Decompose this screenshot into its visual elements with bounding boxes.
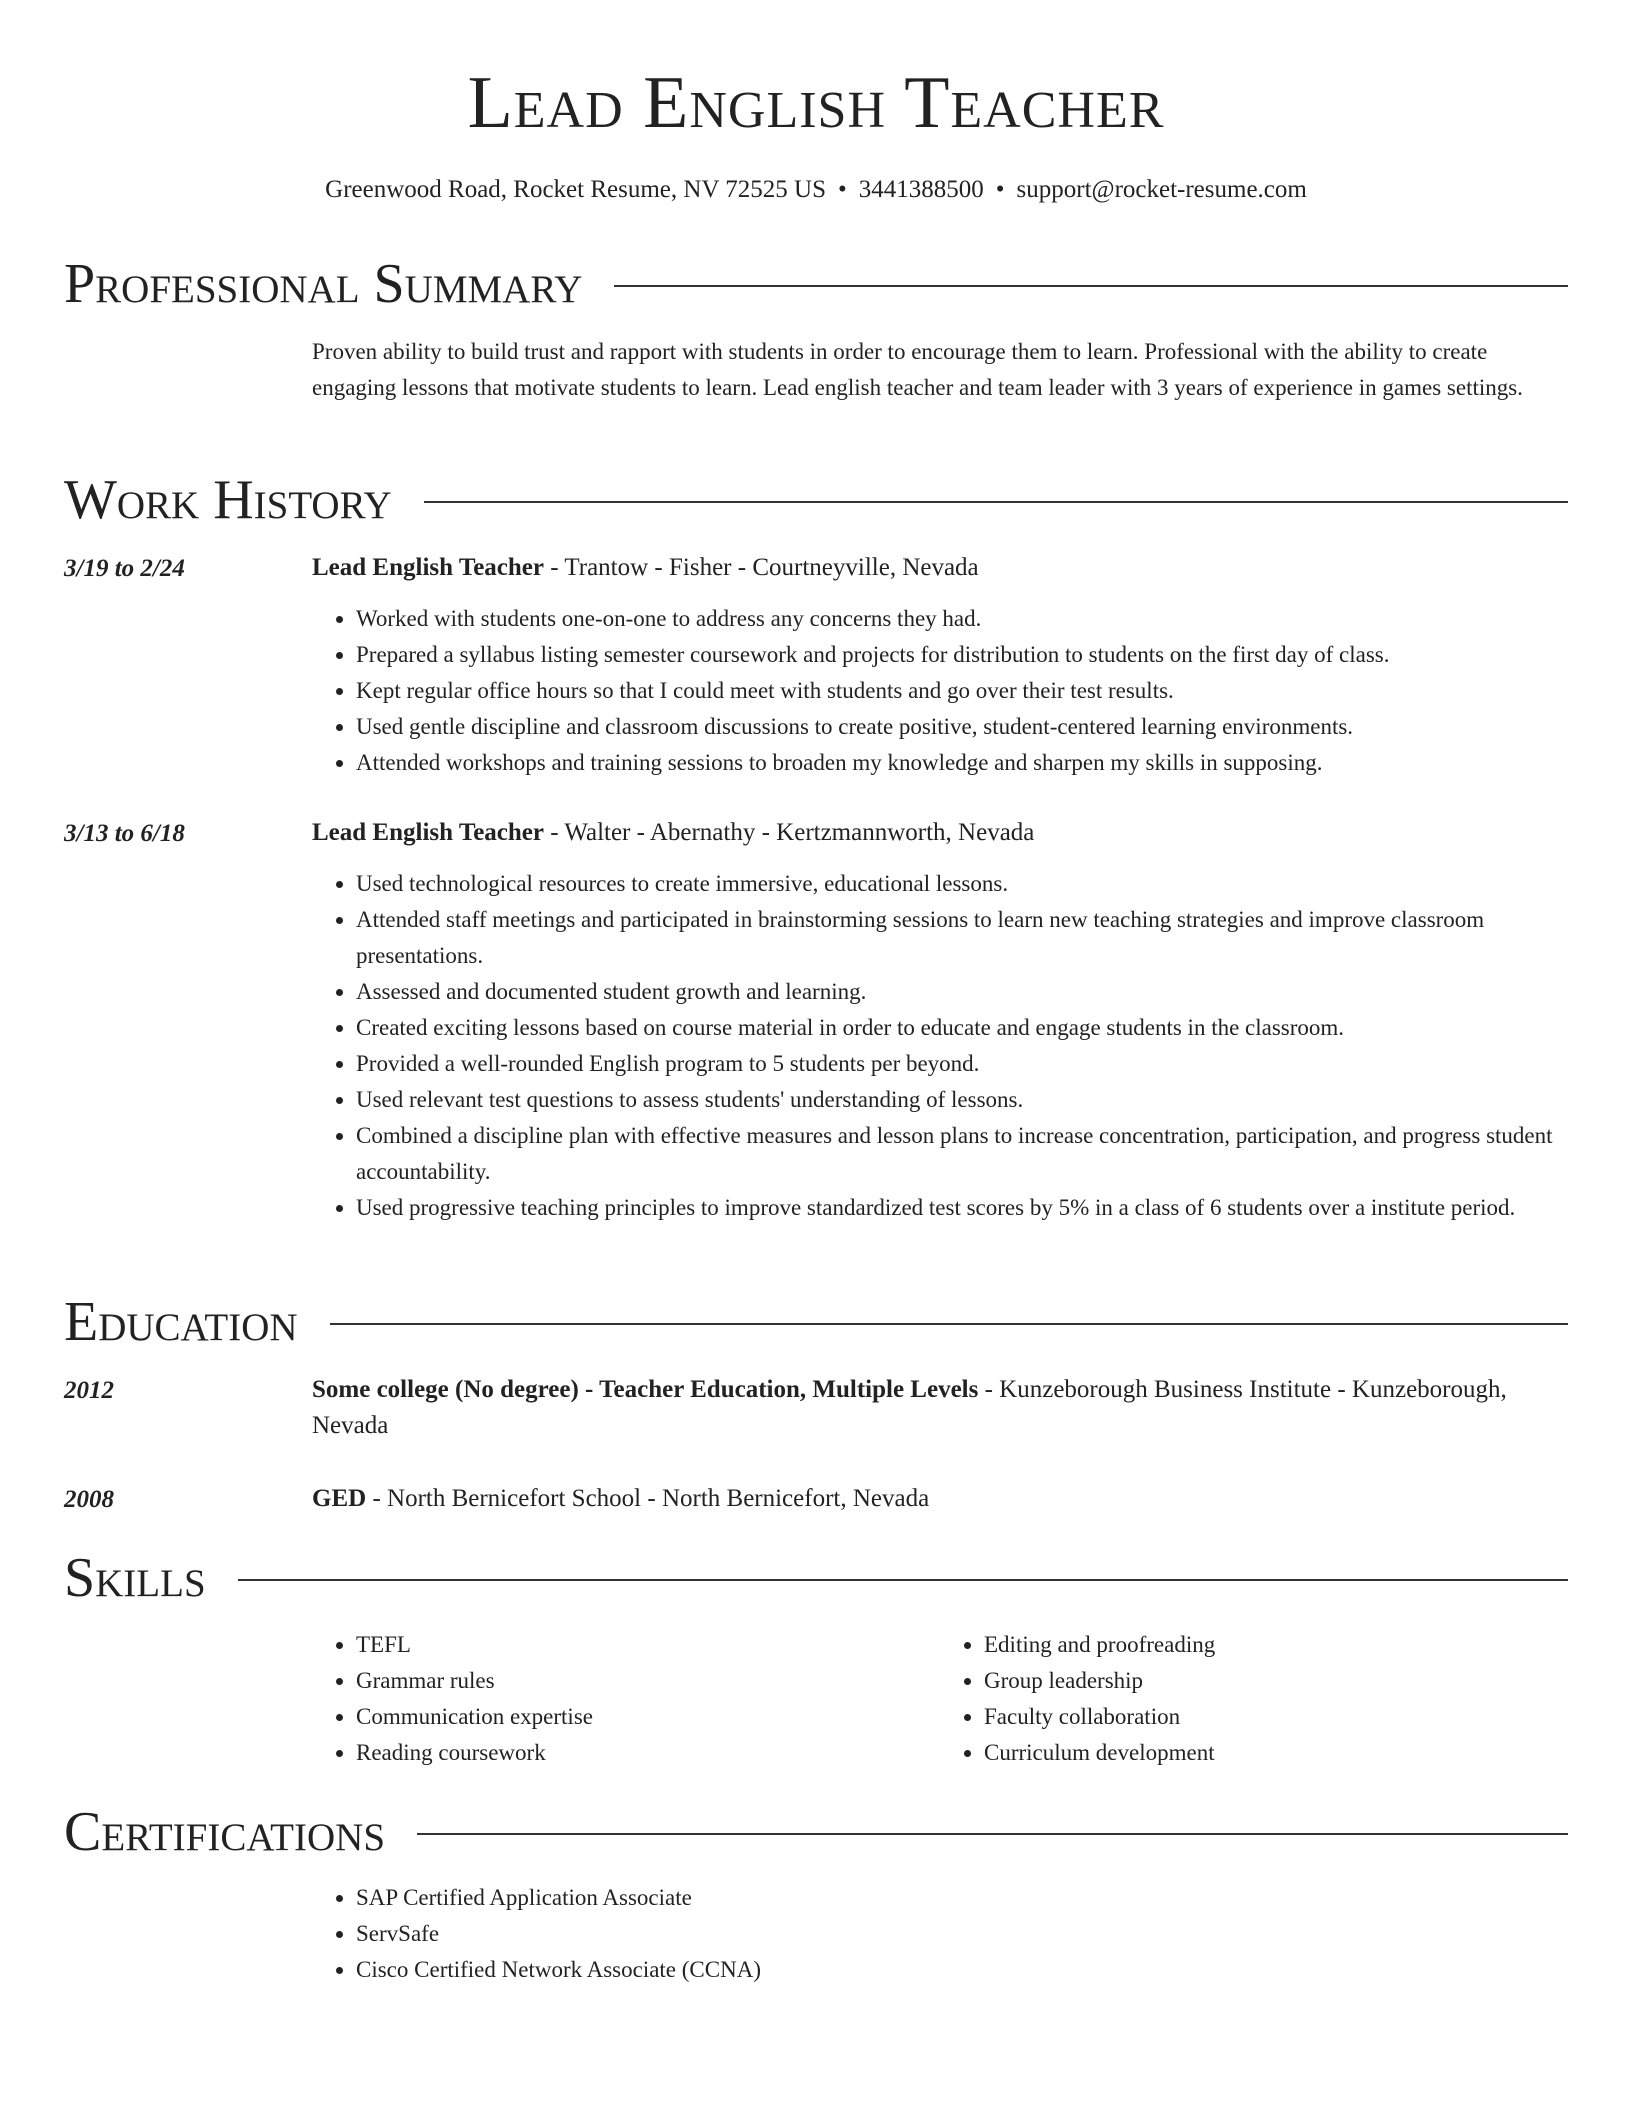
- list-item: • Prepared a syllabus listing semester coursework and projects for distribution to students on the first day of class.: [356, 637, 1568, 673]
- contact-separator: •: [838, 176, 847, 203]
- education-details: - North Bernicefort School - North Bernicefort, Nevada: [366, 1485, 930, 1512]
- education-year: 2012: [64, 1377, 114, 1404]
- contact-address: Greenwood Road, Rocket Resume, NV 72525 US: [325, 176, 827, 203]
- section-divider: [614, 285, 1568, 287]
- education-section-title: Education: [64, 1291, 298, 1353]
- education-year: 2008: [64, 1486, 114, 1513]
- list-item: • Cisco Certified Network Associate (CCNA): [356, 1952, 1568, 1988]
- list-item: • Curriculum development: [984, 1735, 1568, 1771]
- list-item: • Communication expertise: [356, 1699, 940, 1735]
- list-item: • TEFL: [356, 1627, 940, 1663]
- list-item: • Grammar rules: [356, 1663, 940, 1699]
- work-title: Lead English Teacher: [312, 819, 544, 846]
- work-title: Lead English Teacher: [312, 554, 544, 581]
- work-bullets: [312, 601, 1568, 781]
- education-details: - Kunzeborough Business Institute - Kunzeborough, Nevada: [312, 1376, 1507, 1439]
- work-details: - Trantow - Fisher - Courtneyville, Nevada: [544, 554, 979, 581]
- list-item: • Provided a well-rounded English program to 5 students per beyond.: [356, 1046, 1568, 1082]
- certifications-section-header: [64, 1800, 1568, 1864]
- section-divider: [238, 1579, 1568, 1581]
- work-heading: [312, 550, 1568, 586]
- education-degree: GED: [312, 1485, 367, 1512]
- list-item: • Used gentle discipline and classroom discussions to create positive, student-centered learning environments.: [356, 709, 1568, 745]
- skills-list: [312, 1627, 1568, 1771]
- contact-phone: 3441388500: [858, 176, 984, 203]
- certifications-list: [312, 1880, 1568, 1988]
- section-divider: [424, 501, 1568, 503]
- education-degree: Some college (No degree) - Teacher Education, Multiple Levels: [312, 1376, 979, 1403]
- list-item: • Used technological resources to create immersive, educational lessons.: [356, 866, 1568, 902]
- skills-section-header: [64, 1546, 1568, 1610]
- summary-section-header: [64, 252, 1568, 316]
- contact-separator: •: [995, 176, 1005, 203]
- work-bullets: [312, 866, 1568, 1226]
- list-item: • Assessed and documented student growth and learning.: [356, 974, 1568, 1010]
- contact-email: support@rocket-resume.com: [1016, 176, 1307, 203]
- list-item: • Worked with students one-on-one to address any concerns they had.: [356, 601, 1568, 637]
- list-item: • Faculty collaboration: [984, 1699, 1568, 1735]
- work-section-header: [64, 468, 1568, 532]
- education-heading: [312, 1481, 1568, 1517]
- certifications-section-title: Certifications: [64, 1801, 386, 1863]
- list-item: • Used relevant test questions to assess students' understanding of lessons.: [356, 1082, 1568, 1118]
- list-item: • Reading coursework: [356, 1735, 940, 1771]
- list-item: • Used progressive teaching principles to improve standardized test scores by 5% in a class of 6 students over a institute period.: [356, 1190, 1568, 1226]
- contact-line: [0, 172, 1632, 208]
- work-section-title: Work History: [64, 469, 392, 531]
- list-item: • Combined a discipline plan with effective measures and lesson plans to increase concentration, participation, and progress student accountability.: [356, 1118, 1568, 1190]
- skills-section-title: Skills: [64, 1547, 206, 1609]
- resume-name: Lead English Teacher: [467, 62, 1165, 144]
- skills-column-left: [312, 1627, 940, 1771]
- summary-text: Proven ability to build trust and rapport with students in order to encourage them to learn. Professional with the ability to create engaging lessons that motivate students to learn. Lead english teacher and team leader with 3 years of experience in games settings.: [312, 339, 1523, 400]
- skills-column-right: [940, 1627, 1568, 1771]
- summary-section-title: Professional Summary: [64, 253, 583, 315]
- work-dates: 3/19 to 2/24: [64, 555, 185, 582]
- education-section-header: [64, 1290, 1568, 1354]
- list-item: • Created exciting lessons based on course material in order to educate and engage students in the classroom.: [356, 1010, 1568, 1046]
- work-details: - Walter - Abernathy - Kertzmannworth, Nevada: [544, 819, 1035, 846]
- list-item: • Kept regular office hours so that I could meet with students and go over their test results.: [356, 673, 1568, 709]
- work-heading: [312, 815, 1568, 851]
- list-item: • Editing and proofreading: [984, 1627, 1568, 1663]
- education-heading: [312, 1372, 1568, 1444]
- list-item: • Group leadership: [984, 1663, 1568, 1699]
- work-dates: 3/13 to 6/18: [64, 820, 185, 847]
- section-divider: [417, 1833, 1568, 1835]
- section-divider: [330, 1323, 1568, 1325]
- list-item: • ServSafe: [356, 1916, 1568, 1952]
- list-item: • Attended workshops and training sessions to broaden my knowledge and sharpen my skills in supposing.: [356, 745, 1568, 781]
- list-item: • Attended staff meetings and participated in brainstorming sessions to learn new teaching strategies and improve classroom presentations.: [356, 902, 1568, 974]
- list-item: • SAP Certified Application Associate: [356, 1880, 1568, 1916]
